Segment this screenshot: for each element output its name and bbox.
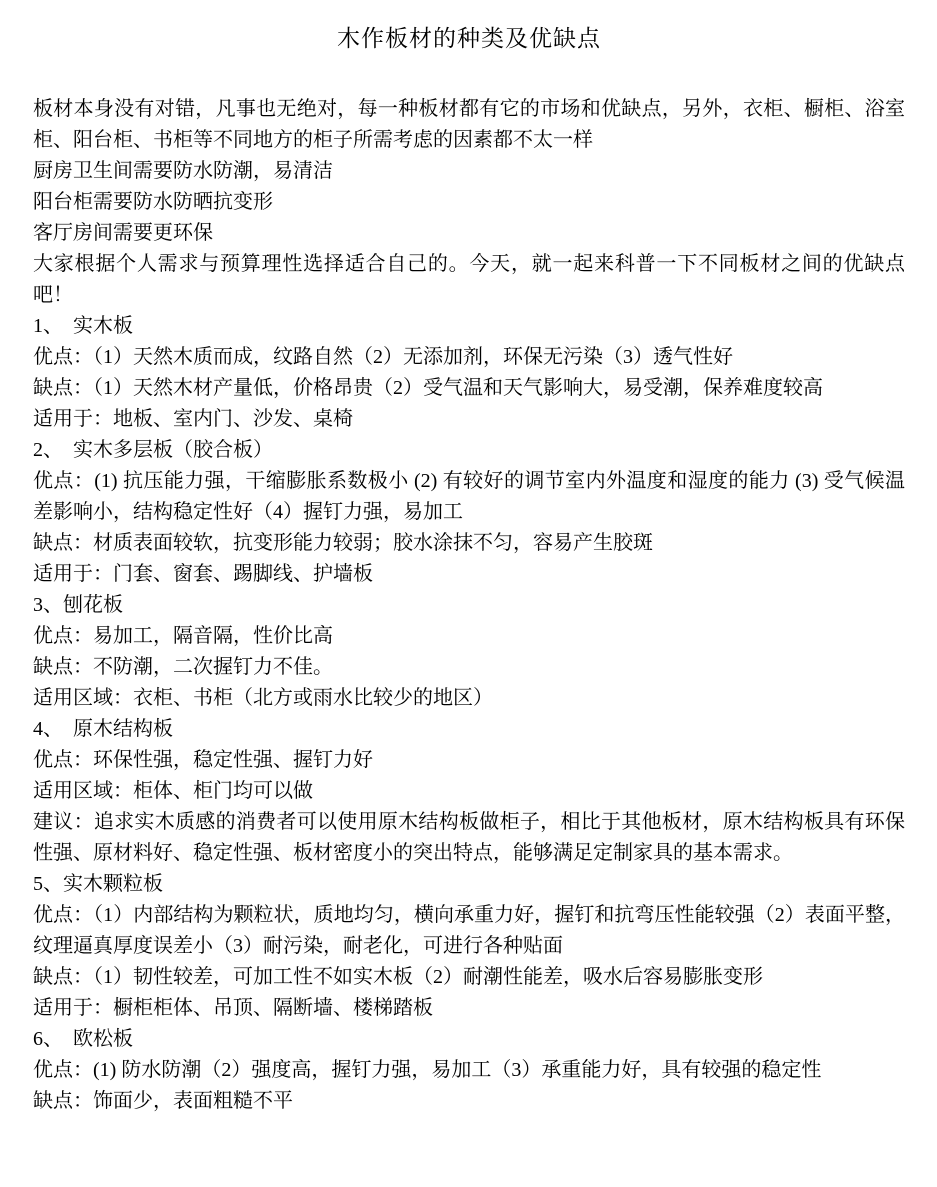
section-6-heading: 6、 欧松板 — [33, 1028, 133, 1050]
section-5-usage: 适用于：橱柜柜体、吊顶、隔断墙、楼梯踏板 — [33, 997, 433, 1019]
section-6-cons: 缺点：饰面少，表面粗糙不平 — [33, 1090, 293, 1112]
section-5-pros: 优点：（1）内部结构为颗粒状，质地均匀，横向承重力好，握钉和抗弯压性能较强（2）表面平整，纹理逼真厚度误差小（3）耐污染，耐老化，可进行各种贴面 — [33, 904, 905, 957]
note-kitchen-bathroom: 厨房卫生间需要防水防潮，易清洁 — [33, 160, 333, 182]
document-body — [33, 94, 905, 1117]
section-3-heading: 3、刨花板 — [33, 594, 123, 616]
intro-conclusion: 大家根据个人需求与预算理性选择适合自己的。今天，就一起来科普一下不同板材之间的优缺点吧！ — [33, 253, 905, 306]
intro-paragraph: 板材本身没有对错，凡事也无绝对，每一种板材都有它的市场和优缺点，另外，衣柜、橱柜、浴室柜、阳台柜、书柜等不同地方的柜子所需考虑的因素都不太一样 — [33, 98, 905, 151]
section-1-cons: 缺点：（1）天然木材产量低，价格昂贵（2）受气温和天气影响大，易受潮，保养难度较高 — [33, 377, 823, 399]
section-4-pros: 优点：环保性强，稳定性强、握钉力好 — [33, 749, 373, 771]
section-1-heading: 1、 实木板 — [33, 315, 133, 337]
note-balcony-cabinet: 阳台柜需要防水防晒抗变形 — [33, 191, 273, 213]
section-4-heading: 4、 原木结构板 — [33, 718, 173, 740]
section-3-usage: 适用区域：衣柜、书柜（北方或雨水比较少的地区） — [33, 687, 493, 709]
section-5-cons: 缺点：（1）韧性较差，可加工性不如实木板（2）耐潮性能差，吸水后容易膨胀变形 — [33, 966, 763, 988]
note-livingroom: 客厅房间需要更环保 — [33, 222, 213, 244]
section-3-pros: 优点：易加工，隔音隔，性价比高 — [33, 625, 333, 647]
section-1-pros: 优点：（1）天然木质而成，纹路自然（2）无添加剂，环保无污染（3）透气性好 — [33, 346, 733, 368]
section-2-heading: 2、 实木多层板（胶合板） — [33, 439, 273, 461]
section-2-cons: 缺点：材质表面较软，抗变形能力较弱；胶水涂抹不匀，容易产生胶斑 — [33, 532, 653, 554]
section-4-advice: 建议：追求实木质感的消费者可以使用原木结构板做柜子，相比于其他板材，原木结构板具有环保性强、原材料好、稳定性强、板材密度小的突出特点，能够满足定制家具的基本需求。 — [33, 811, 905, 864]
section-2-usage: 适用于：门套、窗套、踢脚线、护墙板 — [33, 563, 373, 585]
section-3-cons: 缺点：不防潮，二次握钉力不佳。 — [33, 656, 333, 678]
section-4-usage: 适用区域：柜体、柜门均可以做 — [33, 780, 313, 802]
section-2-pros: 优点：(1) 抗压能力强，干缩膨胀系数极小 (2) 有较好的调节室内外温度和湿度的能力 (3) 受气候温差影响小，结构稳定性好（4）握钉力强，易加工 — [33, 470, 905, 523]
document-title: 木作板材的种类及优缺点 — [337, 26, 601, 51]
section-6-pros: 优点：(1) 防水防潮（2）强度高，握钉力强，易加工（3）承重能力好，具有较强的稳定性 — [33, 1059, 822, 1081]
section-5-heading: 5、实木颗粒板 — [33, 873, 163, 895]
section-1-usage: 适用于：地板、室内门、沙发、桌椅 — [33, 408, 353, 430]
